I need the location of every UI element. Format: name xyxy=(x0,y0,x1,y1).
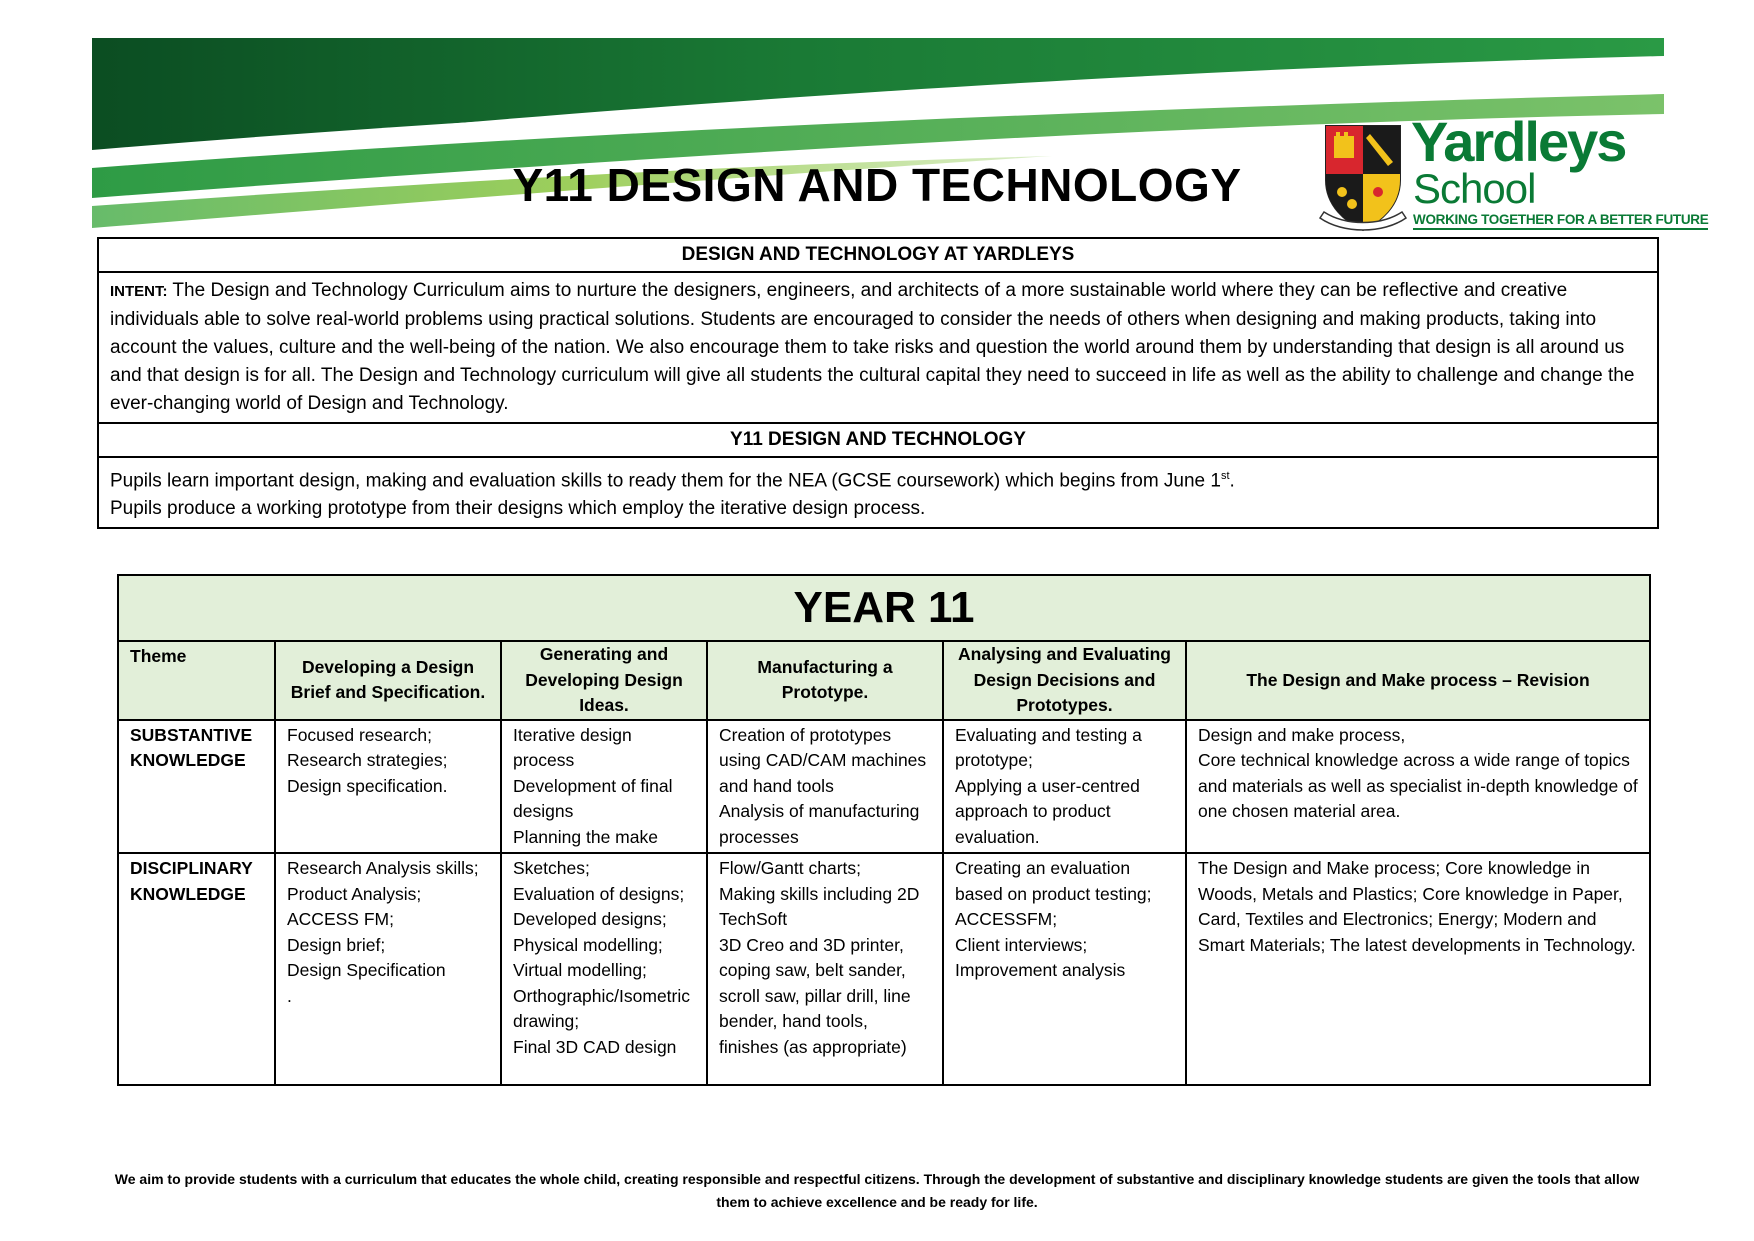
cell-line: Improvement analysis xyxy=(955,960,1126,980)
year-title: YEAR 11 xyxy=(118,575,1650,641)
overview-line-2: Pupils produce a working prototype from their designs which employ the iterative design process. xyxy=(110,498,926,520)
theme-header: Theme xyxy=(118,641,275,720)
cell-line: Evaluating and testing a prototype; xyxy=(955,724,1142,770)
cell-line: Research Analysis skills; xyxy=(287,858,479,878)
cell-line: Orthographic/Isometric drawing; xyxy=(513,985,691,1031)
table-row xyxy=(118,720,1650,854)
intent-text: The Design and Technology Curriculum aims to nurture the designers, engineers, and architects of a more sustainable world where they can be reflective and creative individuals able to solve real-world problems using practical solutions. Students are encouraged to consider the needs of others when designing and making products, taking into account the values, culture and the well-being of the nation. We also encourage them to take risks and question the world around them by understanding that design is all around us and that design is for all. The Design and Technology curriculum will give all students the cultural capital they need to succeed in life as well as the ability to challenge and change the ever-changing world of Design and Technology. xyxy=(110,280,1635,414)
cell-line: Flow/Gantt charts; xyxy=(719,858,861,878)
overview-line-1-sup: st xyxy=(1220,470,1230,482)
intro-table xyxy=(97,237,1659,529)
cell-line: Physical modelling; xyxy=(513,934,663,955)
overview-line-1-end: . xyxy=(1229,470,1235,492)
cell-line: Iterative design process xyxy=(513,724,632,770)
intro-heading: DESIGN AND TECHNOLOGY AT YARDLEYS xyxy=(98,238,1658,272)
column-header: Developing a Design Brief and Specification. xyxy=(275,641,501,720)
column-header: The Design and Make process – Revision xyxy=(1186,641,1650,720)
school-crest-icon xyxy=(1318,122,1408,234)
column-header: Generating and Developing Design Ideas. xyxy=(501,641,707,720)
cell-line: Final 3D CAD design xyxy=(513,1036,677,1057)
row-label: DISCIPLINARY KNOWLEDGE xyxy=(118,853,275,1085)
overview-line-1: Pupils learn important design, making and evaluation skills to ready them for the NEA (GCSE coursework) which begins from June 1 xyxy=(110,470,1221,492)
cell-line: Evaluation of designs; xyxy=(513,883,685,904)
cell-line: Creation of prototypes using CAD/CAM machines and hand tools xyxy=(719,724,927,796)
cell-line: Design Specification xyxy=(287,960,446,980)
cell-line: Research strategies; xyxy=(287,750,448,770)
logo-school-text: School xyxy=(1413,165,1536,212)
intent-label: INTENT: xyxy=(110,283,168,300)
page-title: Y11 DESIGN AND TECHNOLOGY xyxy=(512,159,1242,211)
cell-line: 3D Creo and 3D printer, coping saw, belt sander, scroll saw, pillar drill, line bender, hand tools, finishes (as appropriate) xyxy=(719,934,911,1057)
column-header: Manufacturing a Prototype. xyxy=(707,641,943,720)
year-table xyxy=(117,574,1651,1086)
logo-wordmark: Yardleys xyxy=(1411,110,1626,173)
cell-line: Sketches; xyxy=(513,858,590,878)
table-row xyxy=(118,853,1650,1085)
table-cell xyxy=(1186,853,1650,1085)
table-cell xyxy=(1186,720,1650,854)
cell-line: Analysis of manufacturing processes xyxy=(719,801,920,847)
column-header: Analysing and Evaluating Design Decisions and Prototypes. xyxy=(943,641,1186,720)
footer-statement: We aim to provide students with a curriculum that educates the whole child, creating responsible and respectful citizens. Through the development of substantive and disciplinary knowledge students are given the tools that allow them to achieve excellence and be ready for life. xyxy=(114,1171,1640,1210)
cell-line: Design and make process, xyxy=(1198,724,1406,745)
cell-line: . xyxy=(287,985,292,1006)
logo-tagline: WORKING TOGETHER FOR A BETTER FUTURE xyxy=(1413,212,1708,230)
table-cell xyxy=(501,853,707,1085)
cell-line: Developed designs; xyxy=(513,909,667,929)
cell-line: Making skills including 2D TechSoft xyxy=(719,883,920,929)
cell-line: Planning the make xyxy=(513,826,658,847)
table-cell xyxy=(707,853,943,1085)
cell-line: Virtual modelling; xyxy=(513,960,647,980)
cell-line: Applying a user-centred approach to product evaluation. xyxy=(955,775,1140,847)
school-logo xyxy=(1318,110,1709,236)
cell-line: Product Analysis; xyxy=(287,883,422,904)
cell-line: Design specification. xyxy=(287,775,448,796)
intro-subheading: Y11 DESIGN AND TECHNOLOGY xyxy=(98,423,1658,457)
cell-line: Focused research; xyxy=(287,724,432,745)
overview-cell xyxy=(98,457,1658,528)
table-cell xyxy=(501,720,707,854)
cell-line: The Design and Make process; Core knowledge in Woods, Metals and Plastics; Core knowledge in Paper, Card, Textiles and Electronics; Energy; Modern and Smart Materials; The latest developments in Technology. xyxy=(1198,858,1636,955)
table-cell xyxy=(275,720,501,854)
cell-line: ACCESSFM; xyxy=(955,909,1058,929)
table-cell xyxy=(707,720,943,854)
cell-line: Creating an evaluation based on product testing; xyxy=(955,858,1152,904)
row-label: SUBSTANTIVE KNOWLEDGE xyxy=(118,720,275,854)
cell-line: ACCESS FM; xyxy=(287,909,394,929)
intent-cell xyxy=(98,272,1658,423)
cell-line: Development of final designs xyxy=(513,775,673,821)
table-cell xyxy=(943,853,1186,1085)
table-cell xyxy=(275,853,501,1085)
cell-line: Core technical knowledge across a wide range of topics and materials as well as specialist in-depth knowledge of one chosen material area. xyxy=(1198,750,1638,821)
cell-line: Design brief; xyxy=(287,934,386,955)
table-cell xyxy=(943,720,1186,854)
cell-line: Client interviews; xyxy=(955,934,1088,955)
